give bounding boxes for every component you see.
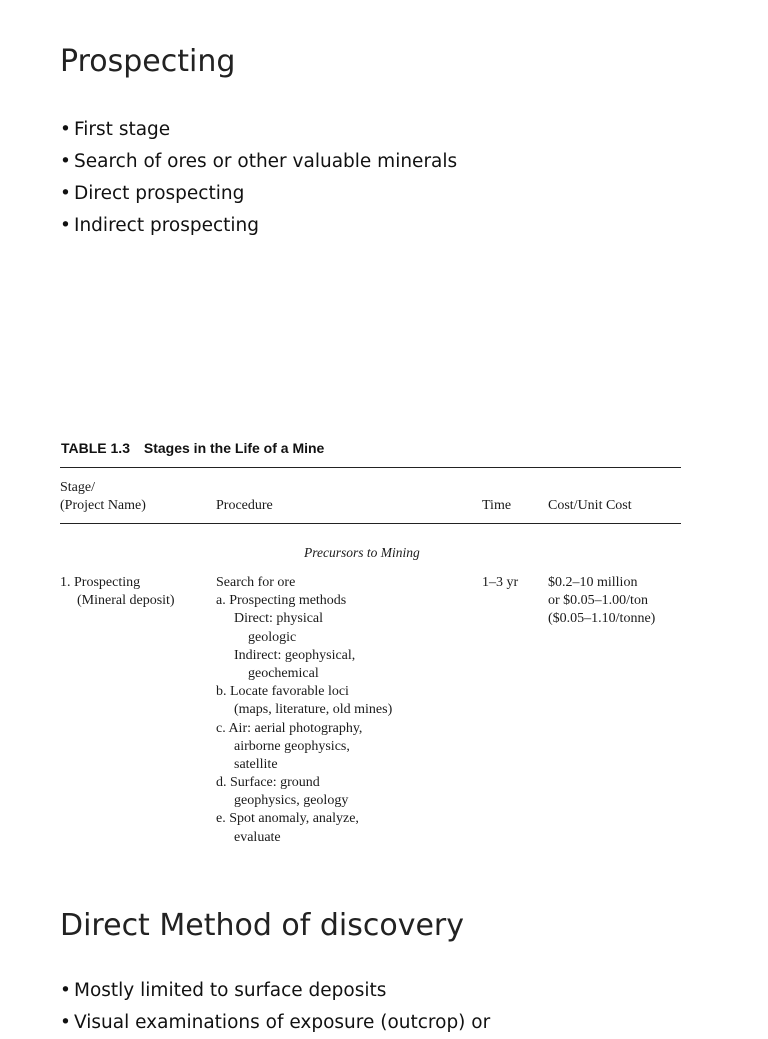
- procedure-line: satellite: [234, 756, 278, 772]
- slide-title-prospecting: Prospecting: [60, 44, 236, 79]
- procedure-line: e. Spot anomaly, analyze,: [216, 811, 359, 827]
- procedure-line: airborne geophysics,: [234, 738, 350, 754]
- row-cost: [548, 574, 655, 629]
- bullet-list-prospecting: [60, 114, 457, 242]
- cost-line: or $0.05–1.00/ton: [548, 593, 648, 609]
- header-stage-line2: (Project Name): [60, 498, 146, 514]
- stage-project: (Mineral deposit): [77, 593, 175, 609]
- row-stage: [60, 574, 175, 610]
- bullet-item: • Mostly limited to surface deposits: [60, 975, 490, 1007]
- procedure-line: (maps, literature, old mines): [234, 702, 393, 718]
- header-stage: [60, 479, 146, 515]
- bullet-item: • Visual examinations of exposure (outcrop) or: [60, 1007, 490, 1039]
- procedure-line: geochemical: [248, 665, 319, 681]
- procedure-line: Direct: physical: [234, 611, 324, 627]
- procedure-line: geophysics, geology: [234, 793, 349, 809]
- stage-name: 1. Prospecting: [60, 575, 141, 590]
- table-caption: [61, 440, 324, 456]
- slide-title-direct-method: Direct Method of discovery: [60, 908, 465, 943]
- procedure-line: c. Air: aerial photography,: [216, 720, 363, 736]
- procedure-line: b. Locate favorable loci: [216, 684, 349, 700]
- procedure-line: Search for ore: [216, 575, 296, 590]
- procedure-line: a. Prospecting methods: [216, 593, 347, 609]
- header-cost: Cost/Unit Cost: [548, 498, 632, 513]
- bullet-item: • Search of ores or other valuable minerals: [60, 146, 457, 178]
- header-time: Time: [482, 498, 512, 513]
- procedure-line: Indirect: geophysical,: [234, 647, 356, 663]
- procedure-line: d. Surface: ground: [216, 775, 320, 791]
- header-stage-line1: Stage/: [60, 480, 95, 495]
- bullet-item: • First stage: [60, 114, 457, 146]
- table-caption-text: Stages in the Life of a Mine: [143, 440, 325, 456]
- section-label: Precursors to Mining: [304, 545, 420, 560]
- procedure-line: geologic: [248, 629, 297, 645]
- bullet-item: • Indirect prospecting: [60, 210, 457, 242]
- header-procedure: Procedure: [216, 498, 273, 513]
- table-caption-number: TABLE 1.3: [61, 440, 130, 456]
- procedure-line: evaluate: [234, 829, 281, 845]
- table-top-rule: [60, 467, 681, 468]
- row-time: 1–3 yr: [482, 575, 519, 590]
- table-header-rule: [60, 523, 681, 524]
- row-procedure: [216, 574, 392, 847]
- bullet-item: • Direct prospecting: [60, 178, 457, 210]
- cost-line: ($0.05–1.10/tonne): [548, 611, 656, 627]
- bullet-list-direct-method: [60, 975, 490, 1039]
- cost-line: $0.2–10 million: [548, 575, 638, 590]
